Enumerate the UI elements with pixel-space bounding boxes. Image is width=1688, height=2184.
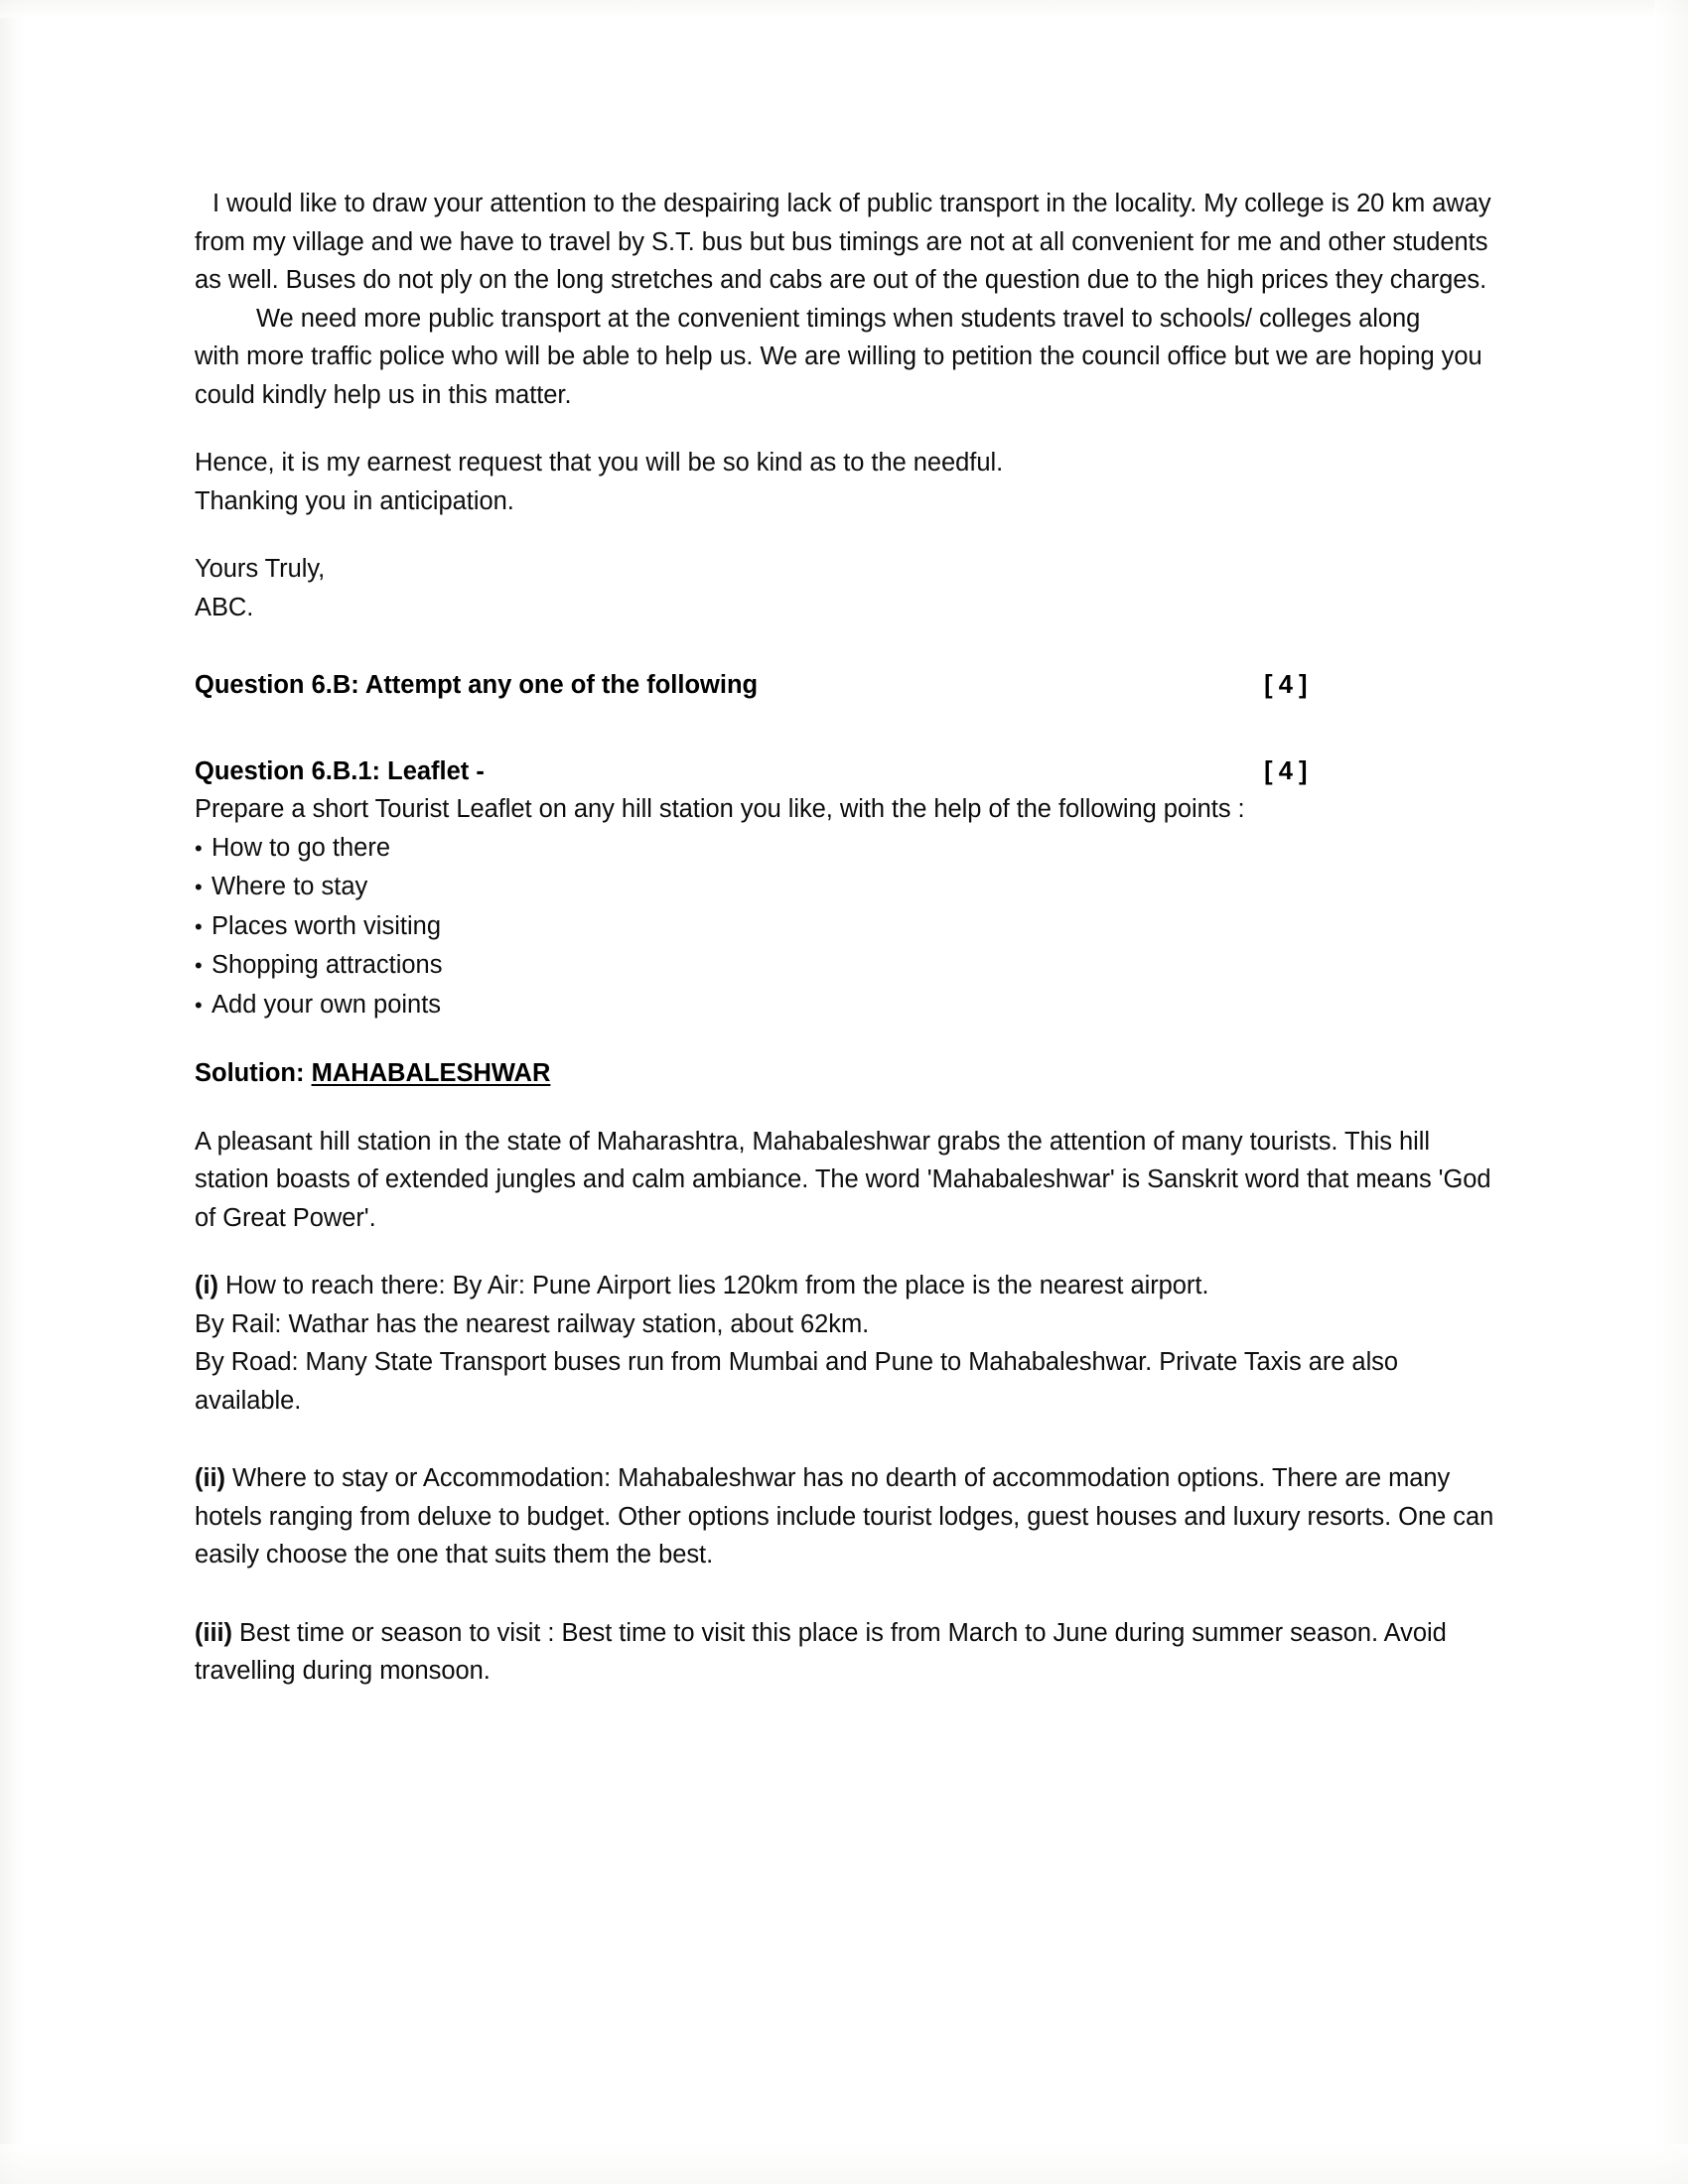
list-item: [195, 868, 1495, 907]
solution-item-1-text: How to reach there: By Air: Pune Airport lies 120km from the place is the nearest airport.: [217, 1272, 1209, 1299]
letter-paragraph-1: I would like to draw your attention to the despairing lack of public transport in the locality. My college is 20 km away from my village and we have to travel by S.T. bus but bus timings are not at all convenient for me and other students as well. Buses do not ply on the long stretches and cabs are out of the question due to the high prices they charges.: [195, 190, 1491, 294]
spacer: [195, 1420, 1495, 1459]
letter-closing-line-1: Hence, it is my earnest request that you will be so kind as to the needful.: [195, 449, 1004, 477]
bullet-icon: •: [195, 953, 203, 978]
bullet-icon: •: [195, 835, 203, 861]
solution-title: MAHABALESHWAR: [311, 1059, 551, 1087]
solution-item-2-marker: (ii): [195, 1464, 225, 1492]
letter-paragraph-2-line-2: with more traffic police who will be able to help us. We are willing to petition the council office but we are hoping you could kindly help us in this matter.: [195, 342, 1482, 409]
list-item-label: How to go there: [211, 833, 391, 862]
scan-edge-left: [0, 0, 26, 2184]
spacer: [195, 520, 1495, 550]
solution-item-1-line-3: By Road: Many State Transport buses run from Mumbai and Pune to Mahabaleshwar. Private Taxis are also available.: [195, 1348, 1399, 1415]
bullet-icon: •: [195, 992, 203, 1018]
spacer: [195, 1574, 1495, 1614]
solution-item-2-text: Where to stay or Accommodation: Mahabaleshwar has no dearth of accommodation options. There are many hotels ranging from deluxe to budget. Other options include tourist lodges, guest houses and luxury resorts. One can easily choose the one that suits them the best.: [195, 1464, 1494, 1569]
scan-edge-bottom: [0, 2144, 1688, 2184]
solution-label: Solution:: [195, 1059, 305, 1087]
list-item: [195, 946, 1495, 986]
spacer: [195, 414, 1495, 444]
spacer: [195, 1024, 1495, 1054]
question-6b1-heading: Question 6.B.1: Leaflet -: [195, 756, 485, 785]
scan-edge-top: [0, 0, 1688, 18]
leaflet-points-list: [195, 829, 1495, 1025]
solution-item-2: [195, 1459, 1495, 1574]
solution-intro-paragraph: A pleasant hill station in the state of Maharashtra, Mahabaleshwar grabs the attention of many tourists. This hill station boasts of extended jungles and calm ambiance. The word 'Mahabaleshwar' is Sanskrit word that means 'God of Great Power'.: [195, 1127, 1491, 1232]
list-item-label: Where to stay: [211, 873, 368, 900]
bullet-icon: •: [195, 913, 203, 939]
spacer: [195, 1237, 1495, 1267]
solution-item-1-line-2: By Rail: Wathar has the nearest railway station, about 62km.: [195, 1309, 870, 1338]
spacer: [195, 1093, 1495, 1123]
list-item: [195, 986, 1495, 1025]
letter-closing-line-2: Thanking you in anticipation.: [195, 486, 514, 515]
question-6b-heading-row: [195, 666, 1495, 705]
solution-heading: [195, 1054, 1495, 1093]
question-6b1-instruction: Prepare a short Tourist Leaflet on any hill station you like, with the help of the following points :: [195, 795, 1245, 823]
solution-item-3-text: Best time or season to visit : Best time to visit this place is from March to June during summer season. Avoid travelling during monsoon.: [195, 1618, 1447, 1685]
solution-item-1-marker: (i): [195, 1272, 218, 1299]
question-6b1-heading-row: [195, 752, 1495, 791]
solution-item-3: [195, 1614, 1495, 1691]
list-item-label: Add your own points: [211, 990, 442, 1019]
spacer: [195, 705, 1495, 752]
question-6b-marks: [ 4 ]: [1264, 671, 1307, 699]
solution-item-1-line-1: [195, 1267, 1495, 1305]
letter-signoff-line-2: ABC.: [195, 593, 254, 621]
list-item: [195, 907, 1495, 947]
question-6b-heading: Question 6.B: Attempt any one of the following: [195, 671, 759, 699]
question-6b1-marks: [ 4 ]: [1264, 756, 1307, 785]
letter-signoff-line-1: Yours Truly,: [195, 555, 326, 583]
scan-edge-right: [1654, 0, 1688, 2184]
page-content: [195, 185, 1495, 1691]
list-item-label: Shopping attractions: [211, 951, 443, 979]
bullet-icon: •: [195, 875, 203, 899]
solution-item-3-marker: (iii): [195, 1618, 232, 1647]
letter-paragraph-2-line-1: We need more public transport at the convenient timings when students travel to schools/ colleges along: [256, 304, 1421, 333]
list-item: [195, 829, 1495, 869]
list-item-label: Places worth visiting: [211, 911, 442, 940]
spacer: [195, 626, 1495, 666]
